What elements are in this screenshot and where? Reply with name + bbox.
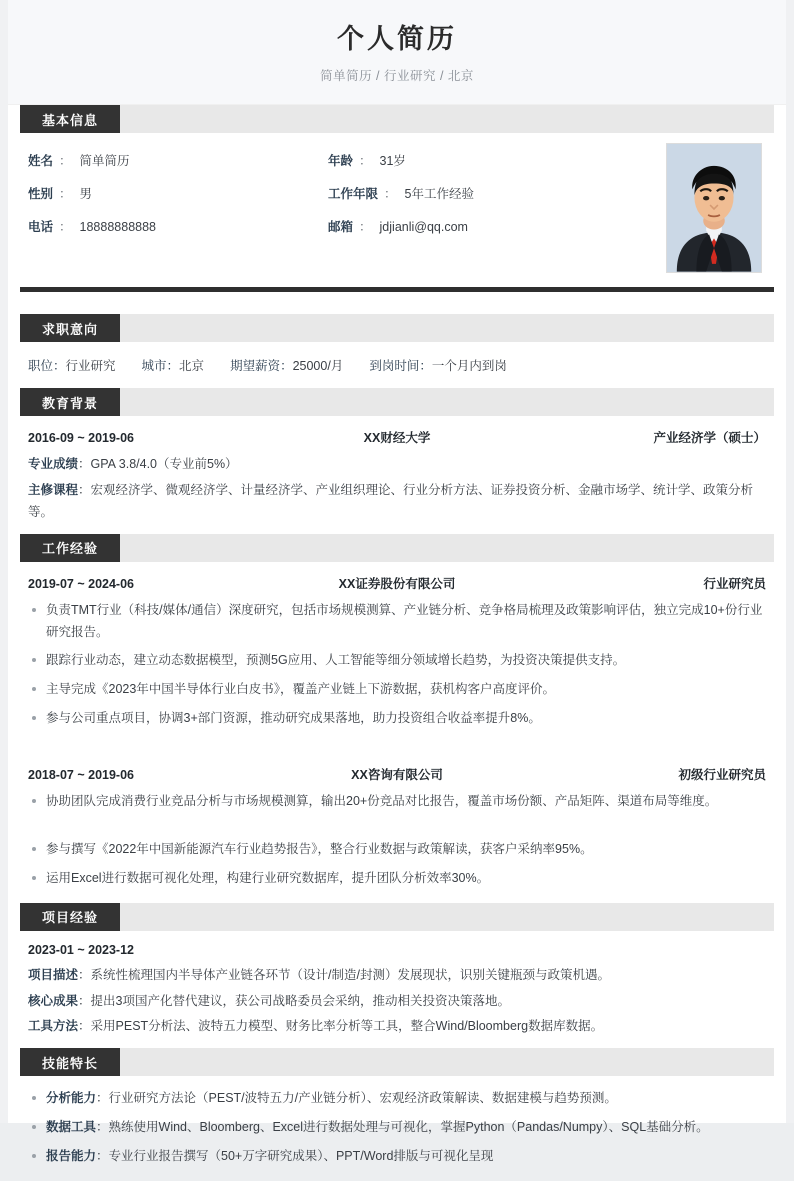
project-results: 核心成果：提出3项国产化替代建议，获公司战略委员会采纳，推动相关投资决策落地。 [28,993,510,1008]
list-item: 跟踪行业动态，建立动态数据模型，预测5G应用、人工智能等细分领域增长趋势，为投资决策提供支持。 [28,650,766,672]
page-title: 个人简历 [337,24,457,54]
intent-city: 城市：北京 [141,359,205,374]
field-colon: ： [359,220,372,235]
section-header-basic [20,105,774,133]
entry-spacer [0,743,794,753]
field-label: 姓名 [28,154,54,169]
list-item: 协助团队完成消费行业竞品分析与市场规模测算，输出20+份竞品对比报告，覆盖市场份额、产品矩阵、渠道布局等维度。 [28,791,766,813]
field-email [328,217,648,235]
section-tag-project: 项目经验 [20,903,120,931]
skills-block [0,1076,794,1181]
education-degree: 产业经济学（硕士） [653,431,766,446]
work-bullet-list [28,600,766,730]
intent-position: 职位：行业研究 [28,359,116,374]
list-item: 参与撰写《2022年中国新能源汽车行业趋势报告》，整合行业数据与政策解读，获客户采纳率95%。 [28,839,766,861]
education-school: XX财经大学 [363,431,431,446]
work-company: XX证券股份有限公司 [338,576,456,591]
field-value: jdjianli@qq.com [379,220,468,235]
field-label: 邮箱 [328,220,354,235]
avatar [666,143,762,273]
field-value: 男 [79,187,93,202]
education-gpa: 专业成绩：GPA 3.8/4.0（专业前5%） [28,457,238,472]
skills-list [28,1088,766,1168]
list-item: 数据工具：熟练使用Wind、Bloomberg、Excel进行数据处理与可视化，掌握Python（Pandas/Numpy）、SQL基础分析。 [28,1117,766,1139]
section-divider [20,287,774,292]
section-tag-basic: 基本信息 [20,105,120,133]
work-entry [0,562,794,743]
work-title: 初级行业研究员 [678,768,766,783]
intent-salary: 期望薪资：25000/月 [230,359,344,374]
field-colon: ： [59,220,72,235]
field-value: 5年工作经验 [404,187,474,202]
list-item: 报告能力：专业行业报告撰写（50+万字研究成果）、PPT/Word排版与可视化呈现 [28,1146,766,1168]
field-gender [28,184,328,202]
project-methods: 工具方法：采用PEST分析法、波特五力模型、财务比率分析等工具，整合Wind/Bloomberg数据库数据。 [28,1019,604,1034]
project-description: 项目描述：系统性梳理国内半导体产业链各环节（设计/制造/封测）发展现状，识别关键瓶颈与政策机遇。 [28,967,610,982]
education-entry [0,416,794,534]
section-tag-intent: 求职意向 [20,314,120,342]
project-entry [0,931,794,1049]
intent-availability: 到岗时间：一个月内到岗 [369,359,507,374]
list-item: 运用Excel进行数据可视化处理，构建行业研究数据库，提升团队分析效率30%。 [28,868,766,890]
header-subtitle: 简单简历 / 行业研究 / 北京 [320,69,474,84]
field-colon: ： [59,154,72,169]
field-phone [28,217,328,235]
section-header-intent [20,314,774,342]
section-header-skills [20,1048,774,1076]
list-item: 负责TMT行业（科技/媒体/通信）深度研究，包括市场规模测算、产业链分析、竞争格局梳理及政策影响评估，独立完成10+份行业研究报告。 [28,600,766,644]
education-courses: 主修课程：宏观经济学、微观经济学、计量经济学、产业组织理论、行业分析方法、证券投资分析、金融市场学、统计学、政策分析等。 [28,482,754,519]
field-colon: ： [359,154,372,169]
basic-info-block [0,133,794,283]
section-tag-education: 教育背景 [20,388,120,416]
field-colon: ： [59,187,72,202]
work-entry-head [28,574,766,592]
section-header-education [20,388,774,416]
work-entry-head [28,765,766,783]
section-header-work [20,534,774,562]
field-colon: ： [384,187,397,202]
field-value: 简单简历 [79,154,130,169]
list-item: 参与公司重点项目，协调3+部门资源，推动研究成果落地，助力投资组合收益率提升8%。 [28,708,766,730]
work-date: 2018-07 ~ 2019-06 [28,768,134,783]
field-age [328,151,648,169]
work-bullet-list [28,791,766,890]
field-value: 18888888888 [79,220,157,235]
list-item: 分析能力：行业研究方法论（PEST/波特五力/产业链分析）、宏观经济政策解读、数据建模与趋势预测。 [28,1088,766,1110]
field-work-years [328,184,648,202]
education-date: 2016-09 ~ 2019-06 [28,431,134,446]
field-label: 工作年限 [328,187,379,202]
field-name [28,151,328,169]
section-tag-skills: 技能特长 [20,1048,120,1076]
section-header-project [20,903,774,931]
work-date: 2019-07 ~ 2024-06 [28,576,134,591]
field-label: 性别 [28,187,54,202]
work-company: XX咨询有限公司 [351,768,443,783]
job-intention-row [0,342,794,388]
list-item: 主导完成《2023年中国半导体行业白皮书》，覆盖产业链上下游数据，获机构客户高度评价。 [28,679,766,701]
work-entry [0,753,794,903]
work-title: 行业研究员 [703,576,766,591]
field-label: 年龄 [328,154,354,169]
section-tag-work: 工作经验 [20,534,120,562]
education-entry-head [28,428,766,446]
project-entry-head [28,943,766,957]
project-date: 2023-01 ~ 2023-12 [28,942,134,957]
resume-header [0,0,794,105]
basic-info-grid [28,151,648,235]
field-value: 31岁 [379,154,406,169]
field-label: 电话 [28,220,54,235]
